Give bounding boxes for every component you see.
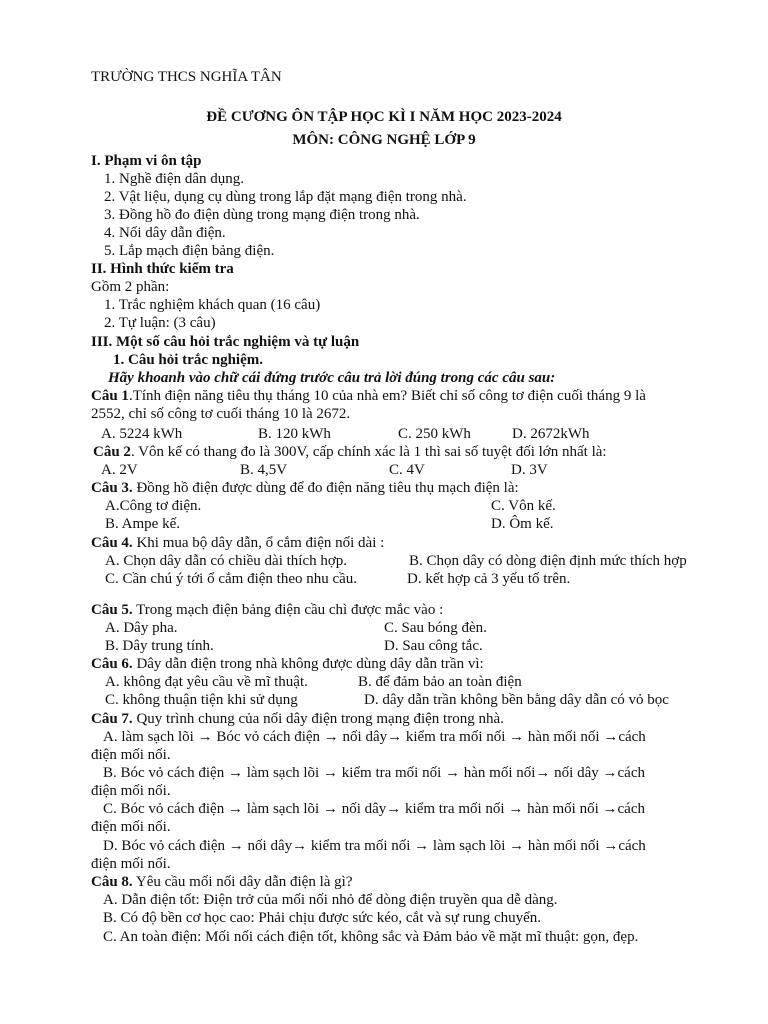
question-6-option-a: A. không đạt yêu cầu về mĩ thuật. <box>105 674 308 690</box>
question-4 <box>91 534 384 552</box>
question-4-option-b: B. Chọn dây có dòng điện định mức thích hợp <box>409 553 687 569</box>
question-6-option-c: C. không thuận tiện khi sử dụng <box>105 692 298 708</box>
question-7-option-b-cont: điện mối nối. <box>91 783 171 799</box>
question-1-option-b: B. 120 kWh <box>258 426 331 442</box>
question-5-option-c: C. Sau bóng đèn. <box>384 620 487 636</box>
section-2-item: 2. Tự luận: (3 câu) <box>104 315 216 331</box>
section-1-item: 1. Nghề điện dân dụng. <box>104 171 244 187</box>
question-6-option-b: B. để đảm bảo an toàn điện <box>358 674 522 690</box>
question-4-option-a: A. Chọn dây dẫn có chiều dài thích hợp. <box>105 553 348 569</box>
question-5-label: Câu 5. <box>91 602 133 618</box>
question-1-label: Câu 1 <box>91 388 129 404</box>
question-5-text: Trong mạch điện bảng điện cầu chì được mắc vào : <box>132 602 444 618</box>
question-2-option-b: B. 4,5V <box>240 462 288 478</box>
question-4-label: Câu 4. <box>91 535 133 551</box>
question-5-option-a: A. Dây pha. <box>105 620 178 636</box>
question-7-option-d: D. Bóc vỏ cách điện → nối dây→ kiểm tra mối nối → làm sạch lõi → hàn mối nối →cách <box>103 838 646 854</box>
question-1-text-cont: 2552, chỉ số công tơ cuối tháng 10 là 2672. <box>91 406 351 422</box>
question-8-option-b: B. Có độ bền cơ học cao: Phải chịu được sức kéo, cắt và sự rung chuyển. <box>103 910 542 926</box>
question-8-text: Yêu cầu mối nối dây dẫn điện là gì? <box>132 874 353 890</box>
question-8 <box>91 873 352 891</box>
question-1-option-c: C. 250 kWh <box>398 426 471 442</box>
section-2-heading: II. Hình thức kiểm tra <box>91 261 234 277</box>
question-2-option-d: D. 3V <box>511 462 548 478</box>
section-2-item: 1. Trắc nghiệm khách quan (16 câu) <box>104 297 321 313</box>
question-7 <box>91 710 504 728</box>
question-5-option-d: D. Sau công tắc. <box>384 638 483 654</box>
section-1-heading: I. Phạm vi ôn tập <box>91 153 202 169</box>
question-6 <box>91 655 484 673</box>
section-2-intro: Gồm 2 phần: <box>91 279 170 295</box>
question-2-option-a: A. 2V <box>101 462 138 478</box>
question-8-label: Câu 8. <box>91 874 133 890</box>
document-subject: MÔN: CÔNG NGHỆ LỚP 9 <box>292 132 476 148</box>
question-7-option-a-cont: điện mối nối. <box>91 747 171 763</box>
question-7-label: Câu 7. <box>91 711 133 727</box>
question-3-option-b: B. Ampe kế. <box>105 516 180 532</box>
question-1-text: .Tính điện năng tiêu thụ tháng 10 của nhà em? Biết chỉ số công tơ điện cuối tháng 9 là <box>128 388 646 404</box>
question-8-option-a: A. Dẫn điện tốt: Điện trở của mối nối nhỏ để dòng điện truyền qua dễ dàng. <box>103 892 558 908</box>
section-1-item: 3. Đồng hồ đo điện dùng trong mạng điện trong nhà. <box>104 207 420 223</box>
question-3-option-d: D. Ôm kế. <box>491 516 554 532</box>
section-1-item: 2. Vật liệu, dụng cụ dùng trong lắp đặt mạng điện trong nhà. <box>104 189 467 205</box>
question-1 <box>91 387 646 405</box>
question-2 <box>93 443 607 461</box>
question-4-option-c: C. Cần chú ý tới ổ cắm điện theo nhu cầu. <box>105 571 358 587</box>
question-6-text: Dây dẫn điện trong nhà không được dùng dây dẫn trần vì: <box>132 656 484 672</box>
question-7-option-d-cont: điện mối nối. <box>91 856 171 872</box>
question-3-text: Đồng hồ điện được dùng để đo điện năng tiêu thụ mạch điện là: <box>132 480 519 496</box>
question-2-text: . Vôn kế có thang đo là 300V, cấp chính xác là 1 thì sai số tuyệt đối lớn nhất là: <box>130 444 607 460</box>
question-5-option-b: B. Dây trung tính. <box>105 638 214 654</box>
question-6-label: Câu 6. <box>91 656 133 672</box>
question-4-text: Khi mua bộ dây dẫn, ổ cắm điện nối dài : <box>132 535 385 551</box>
question-7-option-a: A. làm sạch lõi → Bóc vỏ cách điện → nối dây→ kiểm tra mối nối → hàn mối nối →cách <box>103 729 646 745</box>
section-1-item: 4. Nối dây dẫn điện. <box>104 225 226 241</box>
question-3 <box>91 479 519 497</box>
section-3-instruction: Hãy khoanh vào chữ cái đứng trước câu trả lời đúng trong các câu sau: <box>108 370 556 386</box>
question-7-option-c: C. Bóc vỏ cách điện → làm sạch lõi → nối dây→ kiểm tra mối nối → hàn mối nối →cách <box>103 801 645 817</box>
question-2-label: Câu 2 <box>93 444 131 460</box>
question-1-option-d: D. 2672kWh <box>512 426 590 442</box>
school-name: TRƯỜNG THCS NGHĨA TÂN <box>91 69 282 85</box>
document-title: ĐỀ CƯƠNG ÔN TẬP HỌC KÌ I NĂM HỌC 2023-2024 <box>206 109 562 125</box>
question-6-option-d: D. dây dẫn trần không bền bằng dây dẫn có vỏ bọc <box>364 692 669 708</box>
question-5 <box>91 601 443 619</box>
question-7-option-c-cont: điện mối nối. <box>91 819 171 835</box>
question-3-option-c: C. Vôn kế. <box>491 498 556 514</box>
section-1-item: 5. Lắp mạch điện bảng điện. <box>104 243 275 259</box>
question-3-label: Câu 3. <box>91 480 133 496</box>
question-7-text: Quy trình chung của nối dây điện trong mạng điện trong nhà. <box>132 711 504 727</box>
question-3-option-a: A.Công tơ điện. <box>105 498 202 514</box>
section-3-subheading: 1. Câu hỏi trắc nghiệm. <box>113 352 263 368</box>
question-8-option-c: C. An toàn điện: Mối nối cách điện tốt, không sắc và Đảm bảo về mặt mĩ thuật: gọn, đẹp. <box>103 929 639 945</box>
question-2-option-c: C. 4V <box>389 462 425 478</box>
question-1-option-a: A. 5224 kWh <box>101 426 183 442</box>
section-3-heading: III. Một số câu hỏi trắc nghiệm và tự luận <box>91 334 360 350</box>
question-7-option-b: B. Bóc vỏ cách điện → làm sạch lõi → kiểm tra mối nối → hàn mối nối→ nối dây →cách <box>103 765 645 781</box>
question-4-option-d: D. kết hợp cả 3 yếu tố trên. <box>407 571 571 587</box>
